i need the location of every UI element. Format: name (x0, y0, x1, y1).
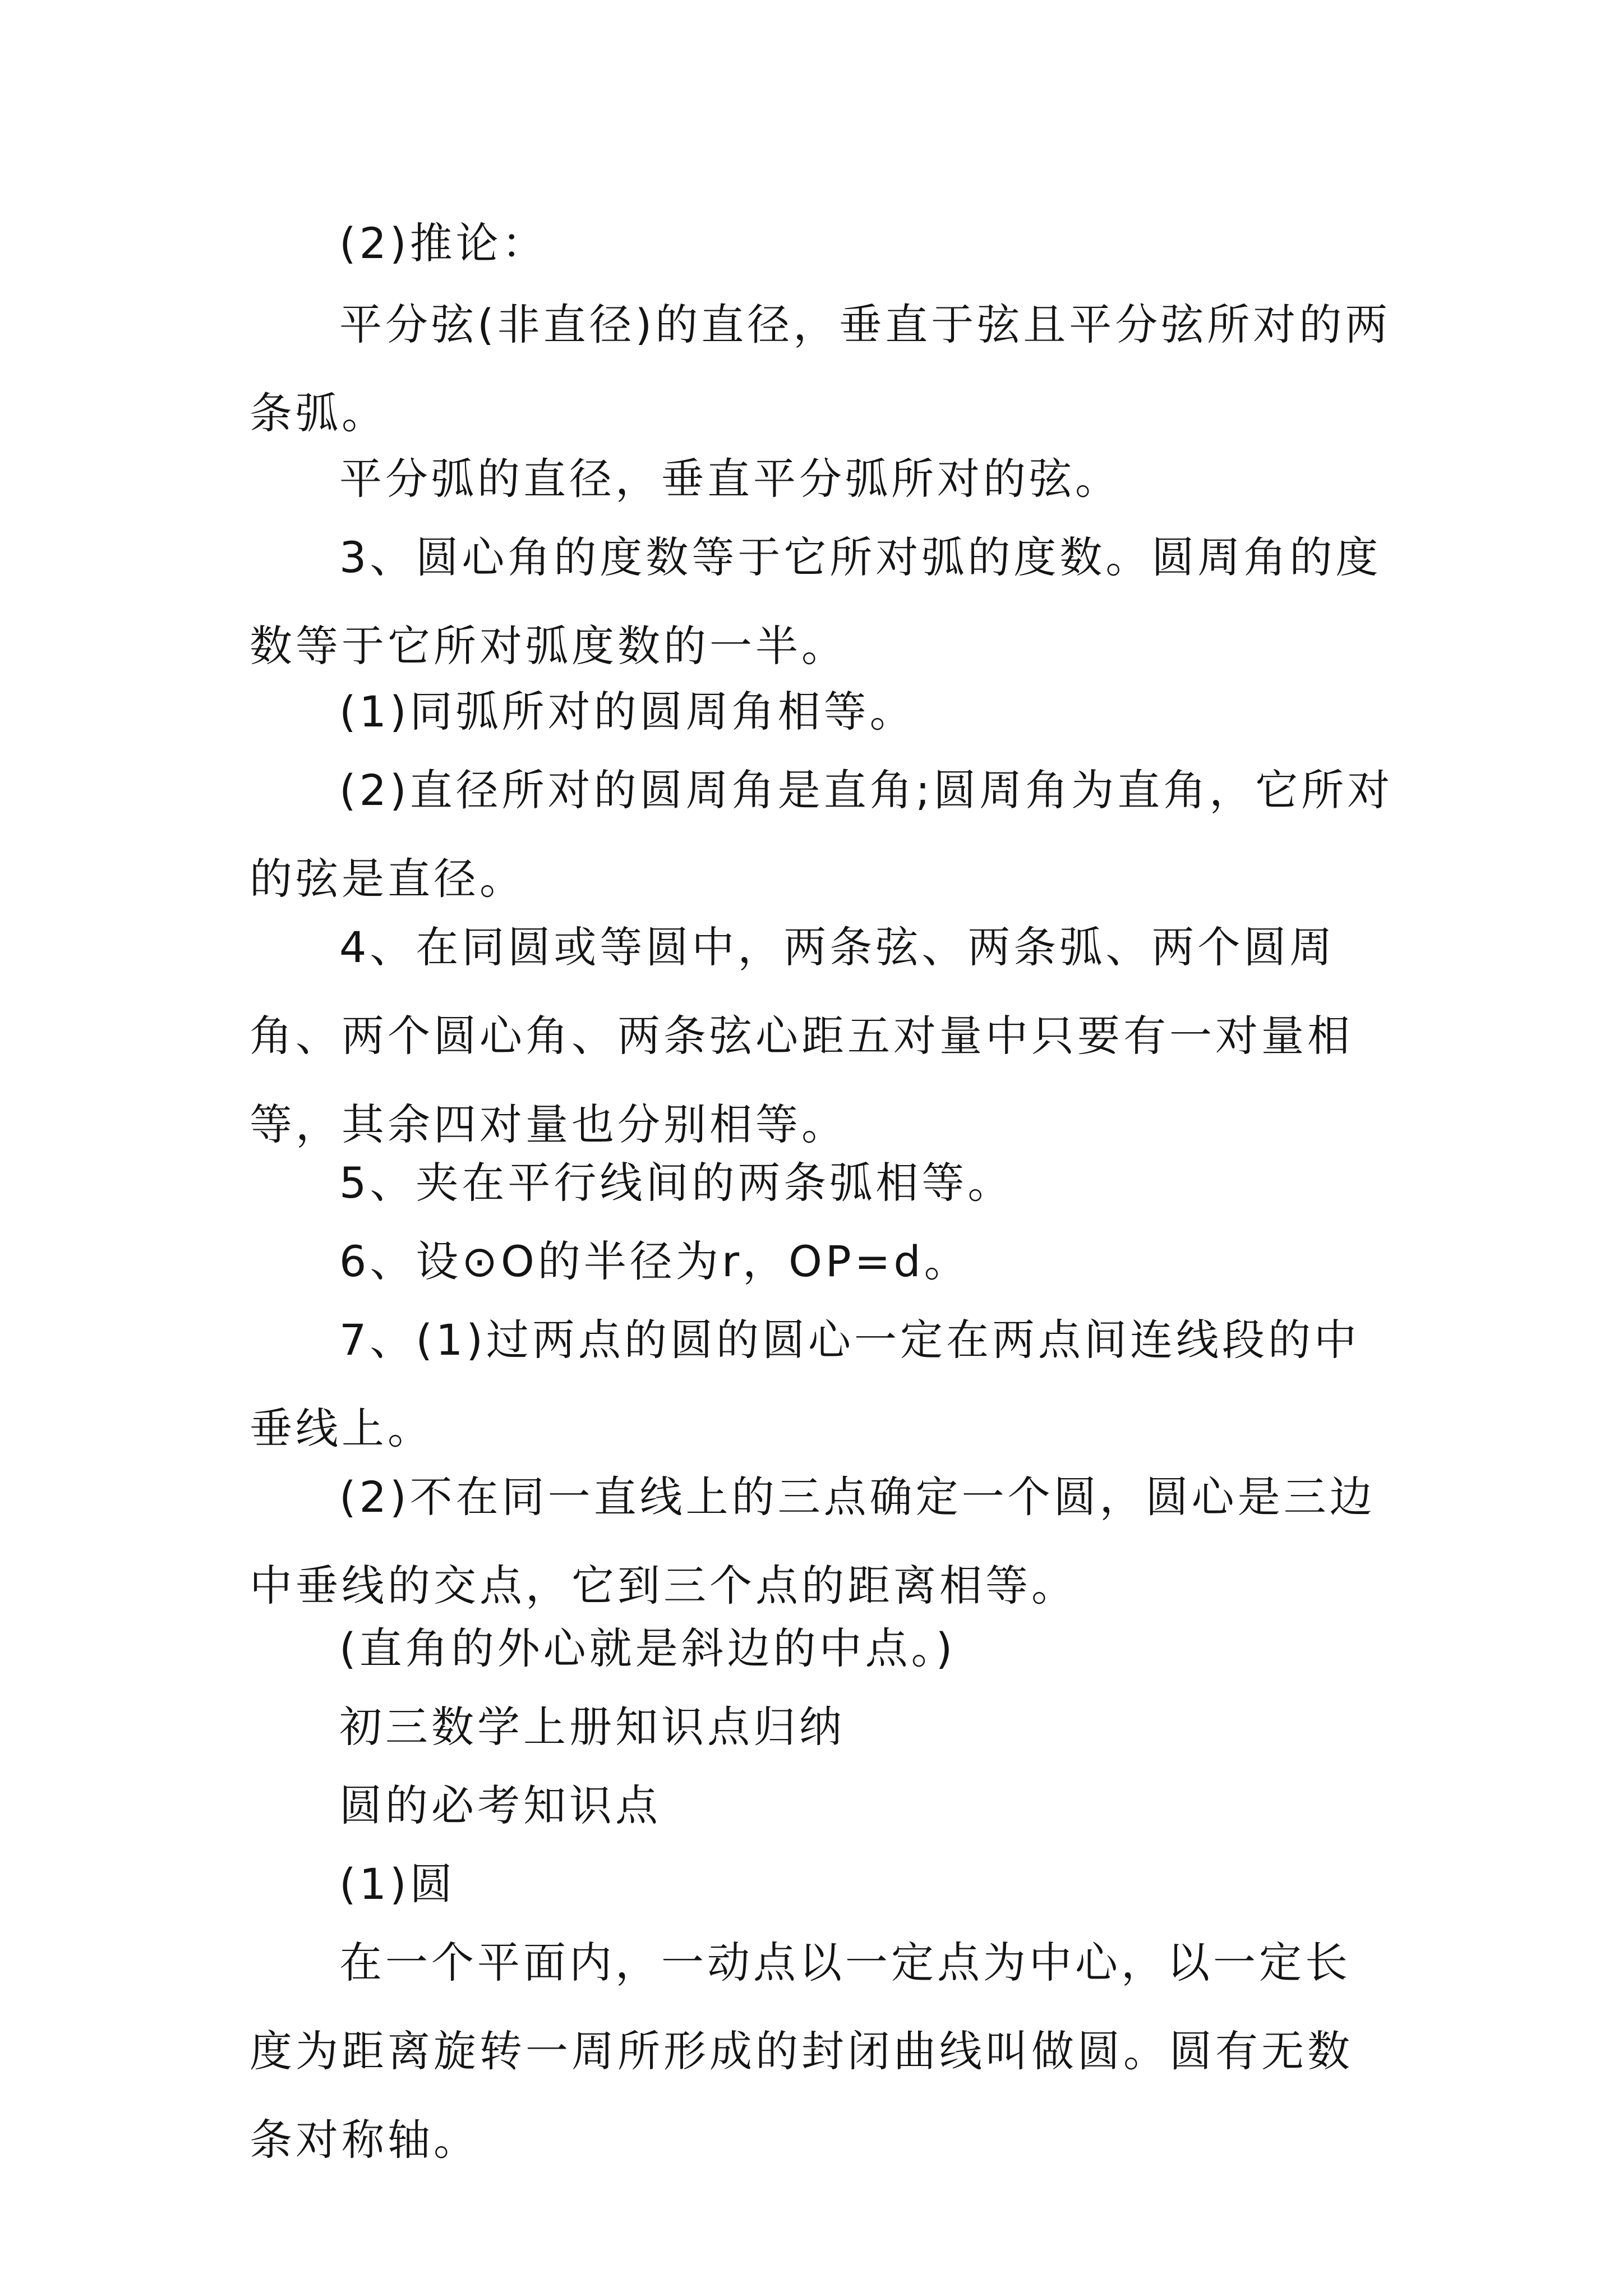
paragraph-item-3-1: (1)同弧所对的圆周角相等。 (339, 687, 916, 737)
paragraph-circumcenter-note: (直角的外心就是斜边的中点。) (339, 1623, 956, 1673)
paragraph-bisect-arc: 平分弧的直径，垂直平分弧所对的弦。 (339, 454, 1121, 504)
paragraph-corollary-heading: (2)推论： (339, 218, 548, 268)
section-title: 初三数学上册知识点归纳 (339, 1702, 845, 1752)
subsection-title: 圆的必考知识点 (339, 1780, 661, 1830)
paragraph-item-6: 6、设⊙O的半径为r，OP=d。 (339, 1236, 970, 1286)
paragraph-circle-definition: 在一个平面内，一动点以一定点为中心，以一定长度为距离旋转一周所形成的封闭曲线叫做圆。圆有无数条对称轴。 (250, 1938, 1353, 2165)
paragraph-bisect-chord: 平分弦(非直径)的直径，垂直于弦且平分弦所对的两条弧。 (250, 300, 1391, 438)
paragraph-item-4: 4、在同圆或等圆中，两条弦、两条弧、两个圆周角、两个圆心角、两条弦心距五对量中只要有一对量相等，其余四对量也分别相等。 (250, 922, 1353, 1149)
paragraph-item-5: 5、夹在平行线间的两条弧相等。 (339, 1158, 1014, 1208)
paragraph-item-3: 3、圆心角的度数等于它所对弧的度数。圆周角的度数等于它所对弧度数的一半。 (250, 532, 1382, 671)
paragraph-circle-heading: (1)圆 (339, 1859, 456, 1909)
paragraph-item-7-1: 7、(1)过两点的圆的圆心一定在两点间连线段的中垂线上。 (250, 1315, 1361, 1453)
paragraph-item-3-2: (2)直径所对的圆周角是直角;圆周角为直角，它所对的弦是直径。 (250, 765, 1394, 904)
paragraph-item-7-2: (2)不在同一直线上的三点确定一个圆，圆心是三边中垂线的交点，它到三个点的距离相等。 (250, 1472, 1376, 1611)
